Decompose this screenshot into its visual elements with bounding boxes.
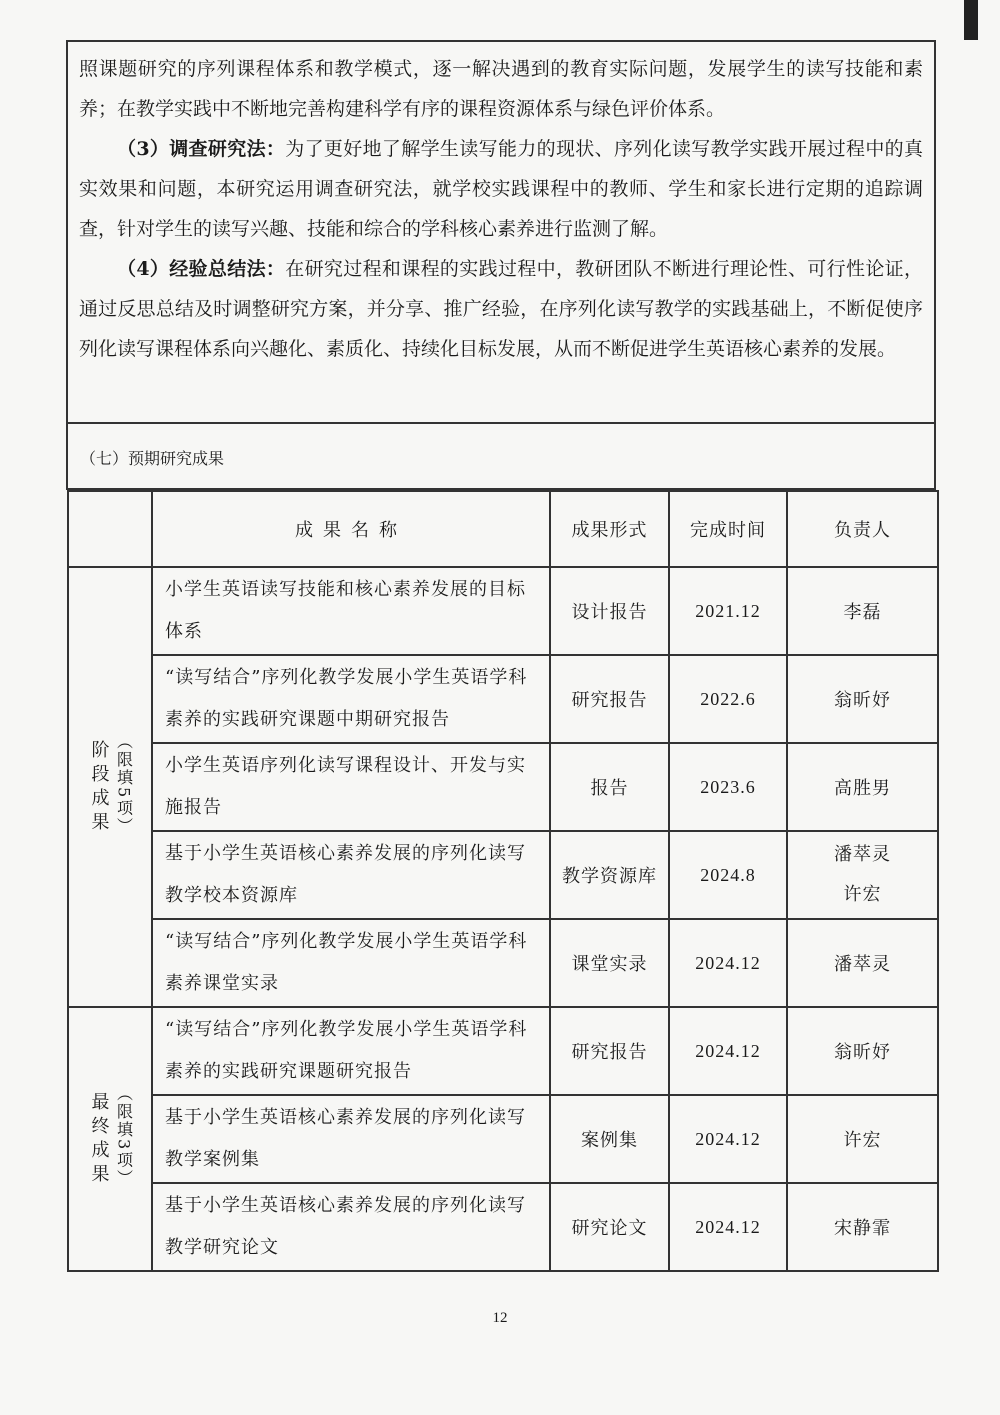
result-name: “读写结合”序列化教学发展小学生英语学科素养的实践研究课题中期研究报告 [152,655,550,743]
result-form: 研究报告 [550,1007,669,1095]
final-note-text: （限填3项） [114,1085,134,1188]
result-person: 宋静霏 [787,1183,938,1271]
table-row [68,831,938,919]
table-row [68,1007,938,1095]
experience-method-label: （4）经验总结法： [117,258,286,280]
final-label-text: 最终成果 [88,1091,110,1188]
stage-note-text: （限填5项） [114,733,134,836]
header-name: 成果名称 [152,491,550,567]
form-table [66,40,936,1272]
result-time: 2024.12 [669,1007,787,1095]
scan-edge-mark [964,0,978,40]
result-time: 2024.8 [669,831,787,919]
header-time: 完成时间 [669,491,787,567]
result-name: “读写结合”序列化教学发展小学生英语学科素养课堂实录 [152,919,550,1007]
survey-method-text: 为了更好地了解学生读写能力的现状、序列化读写教学实践开展过程中的真实效果和问题，本研究运用调查研究法，就学校实践课程中的教师、学生和家长进行定期的追踪调查，针对学生的读写兴趣、技能和综合的学科核心素养进行监测了解。 [79,138,923,240]
final-results-label [68,1007,152,1271]
result-time: 2024.12 [669,1183,787,1271]
stage-results-label [68,567,152,1007]
table-row [68,1183,938,1271]
result-time: 2024.12 [669,919,787,1007]
result-form: 研究论文 [550,1183,669,1271]
result-person: 高胜男 [787,743,938,831]
result-person: 翁昕妤 [787,1007,938,1095]
table-row [68,919,938,1007]
survey-method-label: （3）调查研究法： [117,138,286,160]
header-blank [68,491,152,567]
methods-paragraph-survey [79,129,923,249]
result-form: 研究报告 [550,655,669,743]
methods-paragraph-experience [79,249,923,369]
results-header-row [68,491,938,567]
result-name: “读写结合”序列化教学发展小学生英语学科素养的实践研究课题研究报告 [152,1007,550,1095]
result-form: 课堂实录 [550,919,669,1007]
result-name: 小学生英语序列化读写课程设计、开发与实施报告 [152,743,550,831]
document-page [66,40,936,1272]
result-form: 报告 [550,743,669,831]
page-number: 12 [492,1310,508,1326]
result-name: 基于小学生英语核心素养发展的序列化读写教学研究论文 [152,1183,550,1271]
result-time: 2023.6 [669,743,787,831]
table-row [68,743,938,831]
result-person [787,831,938,919]
result-time: 2024.12 [669,1095,787,1183]
results-table [67,490,939,1272]
result-time: 2022.6 [669,655,787,743]
table-row [68,567,938,655]
experience-method-text: 在研究过程和课程的实践过程中，教研团队不断进行理论性、可行性论证，通过反思总结及时调整研究方案，并分享、推广经验，在序列化读写教学的实践基础上，不断促使序列化读写课程体系向兴趣化、素质化、持续化目标发展，从而不断促进学生英语核心素养的发展。 [79,258,923,360]
result-person-2: 许宏 [843,884,882,905]
result-person: 潘萃灵 [787,919,938,1007]
result-person: 李磊 [787,567,938,655]
result-person: 许宏 [787,1095,938,1183]
result-form: 设计报告 [550,567,669,655]
stage-label-text: 阶段成果 [88,739,110,836]
result-name: 小学生英语读写技能和核心素养发展的目标体系 [152,567,550,655]
result-form: 教学资源库 [550,831,669,919]
table-row [68,1095,938,1183]
result-form: 案例集 [550,1095,669,1183]
result-person-1: 潘萃灵 [834,844,891,865]
result-name: 基于小学生英语核心素养发展的序列化读写教学案例集 [152,1095,550,1183]
table-row [68,655,938,743]
header-person: 负责人 [787,491,938,567]
section-7-title: （七）预期研究成果 [67,423,935,489]
result-person: 翁昕妤 [787,655,938,743]
header-form: 成果形式 [550,491,669,567]
methods-cell [67,41,935,423]
result-time: 2021.12 [669,567,787,655]
result-name: 基于小学生英语核心素养发展的序列化读写教学校本资源库 [152,831,550,919]
methods-paragraph-1: 照课题研究的序列课程体系和教学模式，逐一解决遇到的教育实际问题，发展学生的读写技能和素养；在教学实践中不断地完善构建科学有序的课程资源体系与绿色评价体系。 [79,58,923,120]
